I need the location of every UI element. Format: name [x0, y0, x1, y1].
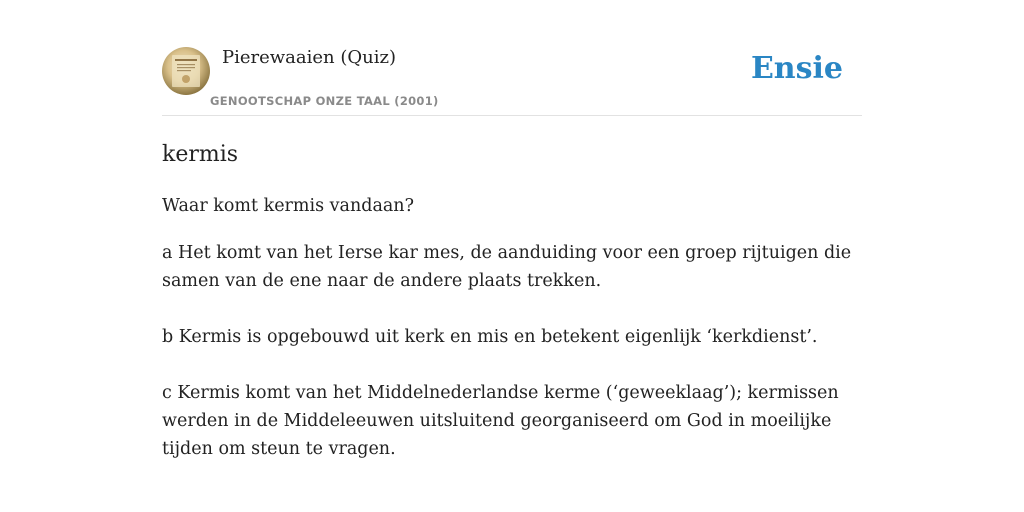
entry-card [162, 0, 862, 512]
quiz-question: Waar komt kermis vandaan? [162, 196, 414, 216]
source-title[interactable]: Pierewaaien (Quiz) [222, 47, 397, 68]
source-cover-avatar[interactable] [162, 47, 210, 95]
quiz-option-a: a Het komt van het Ierse kar mes, de aanduiding voor een groep rijtuigen die samen van de ene naar de andere plaats trekken. [162, 243, 852, 291]
entry-header [162, 0, 862, 116]
quiz-option-c: c Kermis komt van het Middelnederlandse kerme (‘geweeklaag’); kermissen werden in de Middeleeuwen uitsluitend georganiseerd om God in moeilijke tijden om steun te vragen. [162, 383, 839, 459]
entry-headword: kermis [162, 142, 239, 167]
entry-body [162, 192, 862, 482]
brand-logo[interactable]: Ensie [750, 51, 843, 86]
source-meta: GENOOTSCHAP ONZE TAAL (2001) [210, 94, 439, 108]
quiz-option-b: b Kermis is opgebouwd uit kerk en mis en betekent eigenlijk ‘kerkdienst’. [162, 327, 818, 347]
book-cover-icon [162, 47, 210, 95]
